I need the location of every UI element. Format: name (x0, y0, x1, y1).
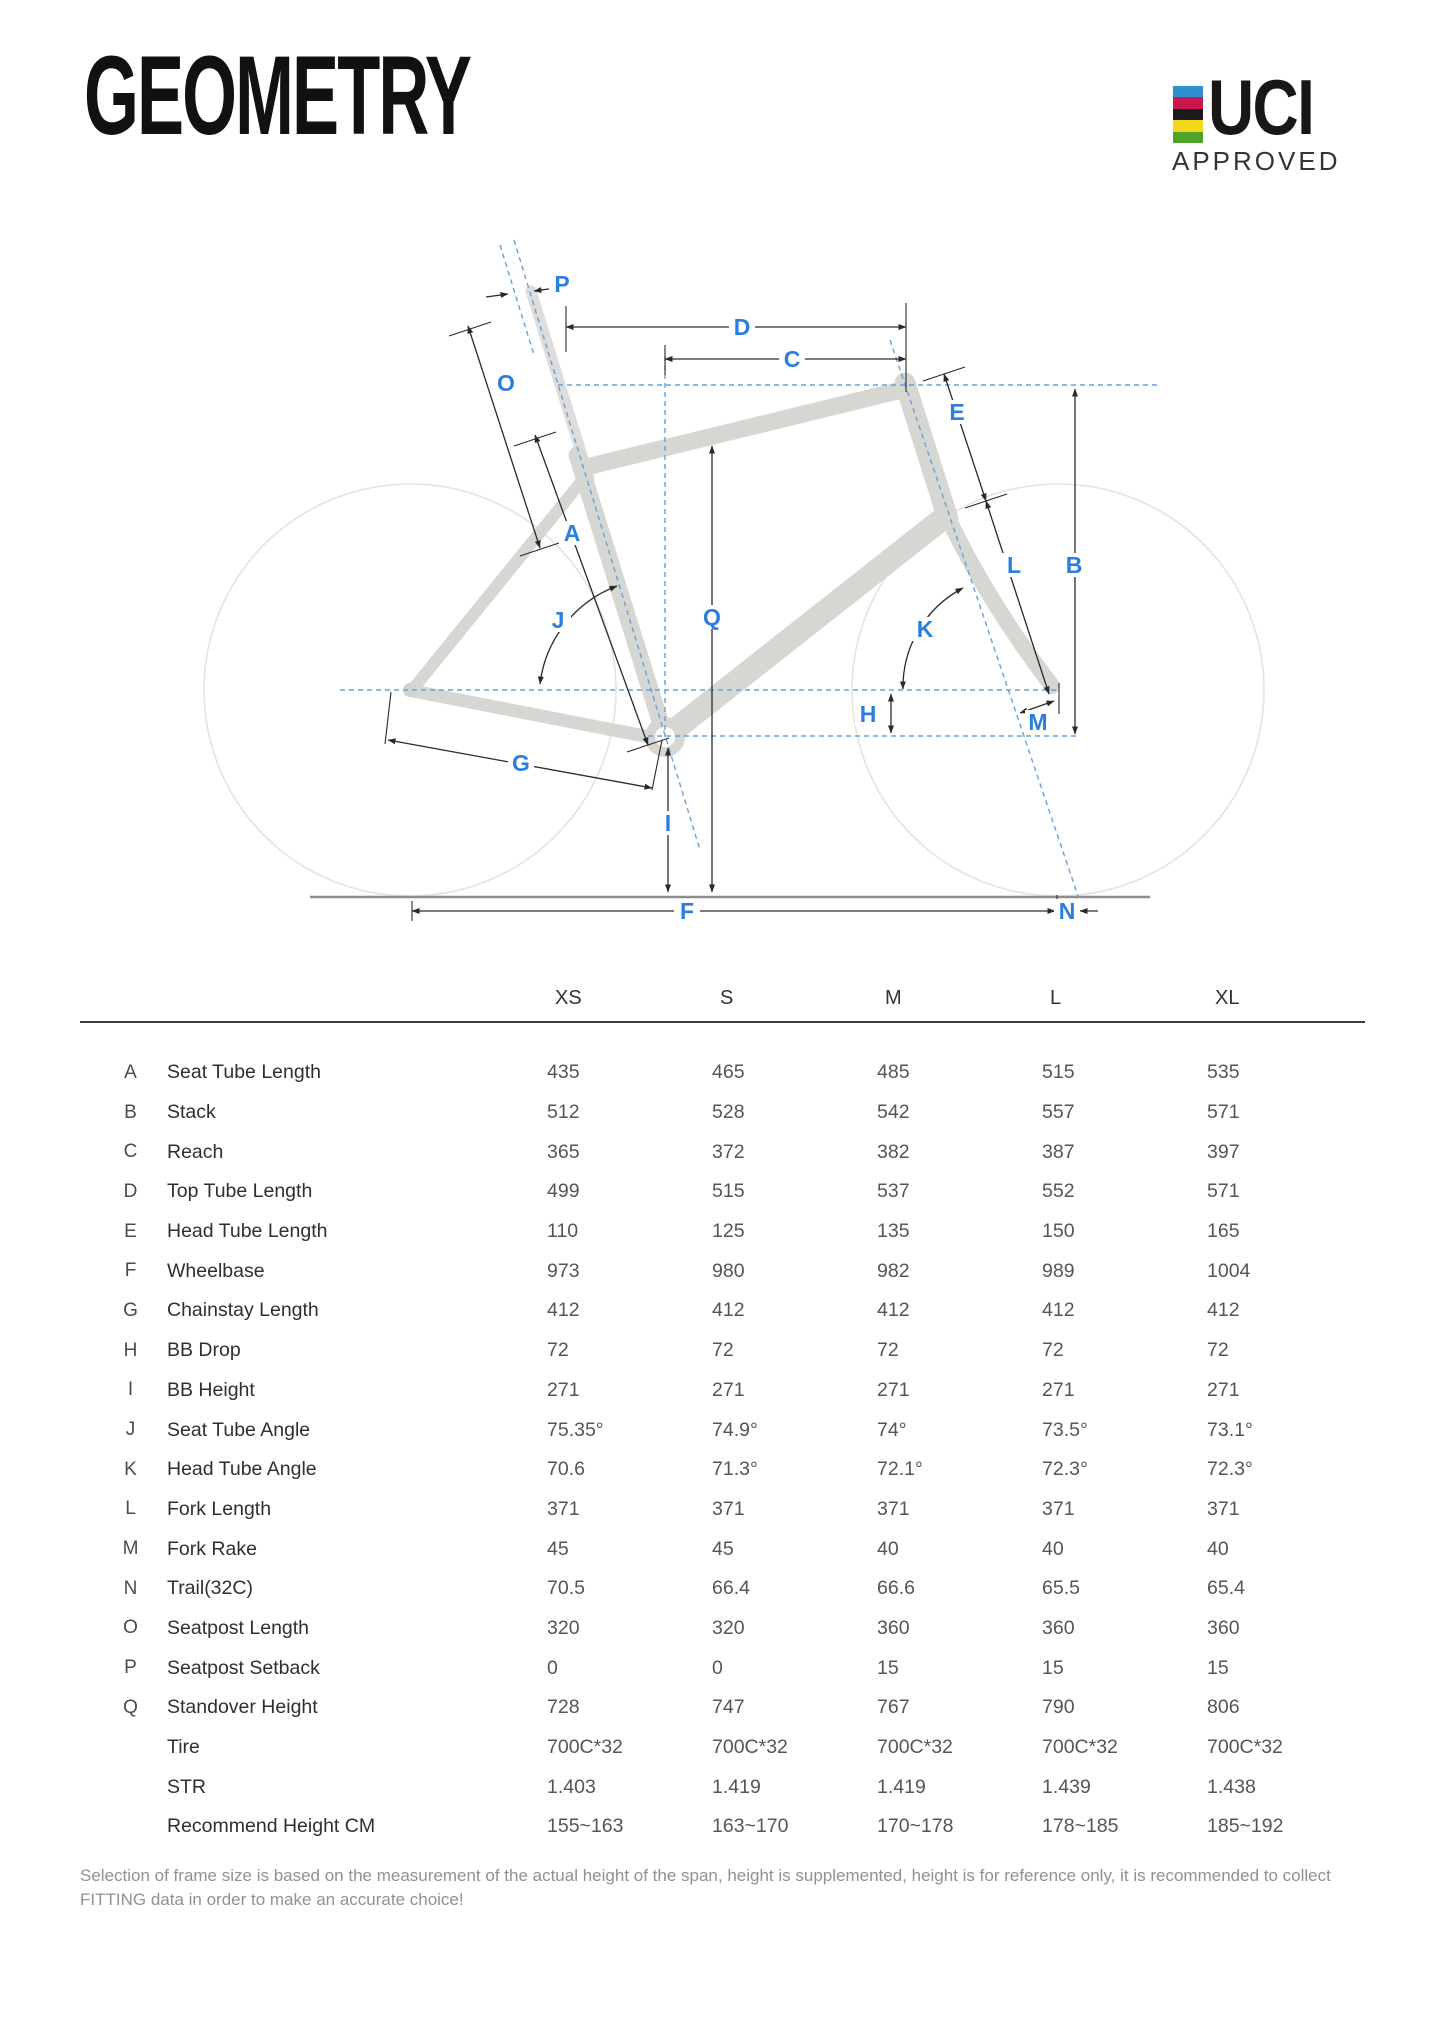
row-value: 980 (712, 1259, 745, 1282)
row-label: Top Tube Length (167, 1180, 313, 1203)
row-value: 73.1° (1207, 1418, 1253, 1441)
row-value: 387 (1042, 1140, 1075, 1163)
row-value: 178~185 (1042, 1815, 1119, 1838)
row-letter: B (124, 1101, 137, 1123)
row-value: 150 (1042, 1220, 1075, 1243)
row-letter: J (125, 1419, 136, 1441)
size-column-header: M (885, 986, 902, 1009)
row-value: 40 (877, 1537, 899, 1560)
table-header-rule (80, 1021, 1365, 1023)
row-value: 271 (712, 1378, 745, 1401)
row-label: Stack (167, 1101, 216, 1124)
row-value: 45 (547, 1537, 569, 1560)
row-label: Standover Height (167, 1696, 318, 1719)
row-value: 71.3° (712, 1458, 758, 1481)
row-label: Head Tube Angle (167, 1458, 317, 1481)
label-reach: C (783, 346, 801, 372)
row-label: BB Drop (167, 1339, 241, 1362)
row-value: 700C*32 (877, 1736, 953, 1759)
row-value: 155~163 (547, 1815, 624, 1838)
row-value: 412 (877, 1299, 910, 1322)
row-value: 320 (547, 1616, 580, 1639)
label-trail: N (1058, 898, 1076, 924)
row-value: 360 (1042, 1616, 1075, 1639)
row-value: 65.4 (1207, 1577, 1245, 1600)
row-value: 271 (547, 1378, 580, 1401)
row-value: 1004 (1207, 1259, 1251, 1282)
geometry-table (80, 1053, 1380, 1847)
row-label: BB Height (167, 1378, 255, 1401)
row-value: 73.5° (1042, 1418, 1088, 1441)
row-value: 700C*32 (712, 1736, 788, 1759)
row-label: Seat Tube Length (167, 1061, 321, 1084)
table-row (80, 1172, 1380, 1212)
row-letter: F (124, 1260, 137, 1282)
row-value: 512 (547, 1101, 580, 1124)
size-column-header: L (1050, 986, 1062, 1009)
row-value: 542 (877, 1101, 910, 1124)
page-title: GEOMETRY (84, 33, 471, 158)
row-label: Seatpost Setback (167, 1656, 320, 1679)
row-value: 412 (1042, 1299, 1075, 1322)
uci-approved-text: APPROVED (1172, 146, 1341, 176)
row-value: 1.403 (547, 1775, 596, 1798)
table-row (80, 1767, 1380, 1807)
row-letter: L (125, 1498, 136, 1520)
row-value: 700C*32 (1207, 1736, 1283, 1759)
row-value: 365 (547, 1140, 580, 1163)
table-row (80, 1490, 1380, 1530)
row-value: 700C*32 (547, 1736, 623, 1759)
row-value: 72.1° (877, 1458, 923, 1481)
label-stack: B (1065, 552, 1083, 578)
row-value: 72 (1042, 1339, 1064, 1362)
row-value: 371 (547, 1497, 580, 1520)
label-head-tube-length: E (949, 399, 965, 425)
label-seat-tube-length: A (563, 520, 581, 546)
label-seatpost-length: O (497, 370, 515, 396)
row-value: 72 (712, 1339, 734, 1362)
row-label: Fork Rake (167, 1537, 257, 1560)
row-value: 1.419 (712, 1775, 761, 1798)
row-value: 74.9° (712, 1418, 758, 1441)
row-letter: C (123, 1141, 138, 1163)
row-value: 571 (1207, 1101, 1240, 1124)
table-row (80, 1807, 1380, 1847)
row-value: 360 (1207, 1616, 1240, 1639)
row-value: 700C*32 (1042, 1736, 1118, 1759)
row-letter: D (123, 1180, 138, 1202)
label-head-tube-angle: K (916, 616, 934, 642)
row-value: 557 (1042, 1101, 1075, 1124)
row-letter: N (123, 1577, 138, 1599)
row-value: 15 (1207, 1656, 1229, 1679)
row-value: 66.6 (877, 1577, 915, 1600)
row-value: 571 (1207, 1180, 1240, 1203)
row-value: 552 (1042, 1180, 1075, 1203)
label-standover-height: Q (703, 604, 721, 630)
row-letter: K (124, 1458, 137, 1480)
row-value: 499 (547, 1180, 580, 1203)
label-top-tube-length: D (733, 314, 751, 340)
label-seat-tube-angle: J (551, 607, 565, 633)
table-row (80, 1053, 1380, 1093)
row-label: Head Tube Length (167, 1220, 328, 1243)
row-value: 806 (1207, 1696, 1240, 1719)
row-value: 271 (1042, 1378, 1075, 1401)
table-row (80, 1371, 1380, 1411)
table-row (80, 1569, 1380, 1609)
row-value: 163~170 (712, 1815, 789, 1838)
row-value: 40 (1042, 1537, 1064, 1560)
row-value: 66.4 (712, 1577, 750, 1600)
row-label: Chainstay Length (167, 1299, 319, 1322)
label-bb-drop: H (859, 701, 877, 727)
label-fork-rake: M (1028, 709, 1048, 735)
row-value: 15 (877, 1656, 899, 1679)
row-label: Recommend Height CM (167, 1815, 376, 1838)
table-row (80, 1410, 1380, 1450)
frame-silhouette (403, 291, 1052, 757)
row-value: 790 (1042, 1696, 1075, 1719)
row-value: 485 (877, 1061, 910, 1084)
label-chainstay-length: G (512, 750, 530, 776)
label-bb-height: I (664, 810, 672, 836)
row-value: 371 (712, 1497, 745, 1520)
row-value: 271 (877, 1378, 910, 1401)
row-value: 135 (877, 1220, 910, 1243)
row-value: 125 (712, 1220, 745, 1243)
row-value: 70.5 (547, 1577, 585, 1600)
row-value: 465 (712, 1061, 745, 1084)
table-row (80, 1291, 1380, 1331)
row-value: 15 (1042, 1656, 1064, 1679)
row-value: 412 (1207, 1299, 1240, 1322)
row-value: 45 (712, 1537, 734, 1560)
table-row (80, 1212, 1380, 1252)
row-value: 72 (547, 1339, 569, 1362)
row-value: 72 (877, 1339, 899, 1362)
row-label: Tire (167, 1736, 200, 1759)
row-value: 1.419 (877, 1775, 926, 1798)
table-row (80, 1132, 1380, 1172)
row-value: 110 (547, 1220, 579, 1243)
table-row (80, 1093, 1380, 1133)
row-value: 72.3° (1207, 1458, 1253, 1481)
table-row (80, 1529, 1380, 1569)
size-column-header: S (720, 986, 734, 1009)
row-letter: A (124, 1061, 137, 1083)
size-header-row (80, 976, 1380, 1020)
row-label: STR (167, 1775, 206, 1798)
row-letter: H (123, 1339, 138, 1361)
row-value: 72 (1207, 1339, 1229, 1362)
table-row (80, 1648, 1380, 1688)
row-value: 371 (877, 1497, 910, 1520)
row-letter: E (124, 1220, 137, 1242)
row-value: 75.35° (547, 1418, 604, 1441)
row-value: 767 (877, 1696, 910, 1719)
row-value: 372 (712, 1140, 745, 1163)
row-letter: M (122, 1538, 139, 1560)
row-value: 747 (712, 1696, 745, 1719)
table-row (80, 1728, 1380, 1768)
row-value: 515 (712, 1180, 745, 1203)
row-value: 65.5 (1042, 1577, 1080, 1600)
row-label: Fork Length (167, 1497, 272, 1520)
row-value: 185~192 (1207, 1815, 1284, 1838)
row-value: 320 (712, 1616, 745, 1639)
size-column-header: XS (555, 986, 582, 1009)
row-label: Trail(32C) (167, 1577, 253, 1600)
row-value: 728 (547, 1696, 580, 1719)
row-value: 70.6 (547, 1458, 585, 1481)
row-value: 537 (877, 1180, 910, 1203)
row-value: 72.3° (1042, 1458, 1088, 1481)
footnote-text: Selection of frame size is based on the measurement of the actual height of the span, height is supplemented, height is for reference only, it is recommended to collect FITTING data in order to make an accurate choice! (80, 1866, 1331, 1910)
uci-wordmark: UCI (1208, 63, 1314, 151)
row-value: 271 (1207, 1378, 1240, 1401)
table-row (80, 1688, 1380, 1728)
row-label: Wheelbase (167, 1259, 265, 1282)
table-row (80, 1331, 1380, 1371)
row-value: 535 (1207, 1061, 1240, 1084)
row-value: 989 (1042, 1259, 1075, 1282)
row-value: 982 (877, 1259, 910, 1282)
row-value: 360 (877, 1616, 910, 1639)
row-value: 0 (712, 1656, 723, 1679)
row-value: 0 (547, 1656, 558, 1679)
row-value: 528 (712, 1101, 745, 1124)
row-value: 165 (1207, 1220, 1240, 1243)
table-row (80, 1450, 1380, 1490)
label-fork-length: L (1006, 552, 1022, 578)
row-label: Seat Tube Angle (167, 1418, 311, 1441)
row-value: 40 (1207, 1537, 1229, 1560)
table-row (80, 1609, 1380, 1649)
row-label: Seatpost Length (167, 1616, 310, 1639)
row-value: 382 (877, 1140, 910, 1163)
label-wheelbase: F (679, 898, 695, 924)
row-value: 435 (547, 1061, 580, 1084)
size-column-header: XL (1215, 986, 1240, 1009)
bike-geometry-diagram (0, 0, 1445, 960)
row-letter: O (123, 1617, 138, 1639)
row-value: 397 (1207, 1140, 1240, 1163)
row-value: 371 (1207, 1497, 1240, 1520)
row-letter: G (123, 1299, 138, 1321)
table-row (80, 1251, 1380, 1291)
row-value: 371 (1042, 1497, 1075, 1520)
label-seatpost-setback: P (554, 271, 570, 297)
row-value: 1.438 (1207, 1775, 1256, 1798)
row-value: 515 (1042, 1061, 1075, 1084)
row-letter: Q (123, 1696, 138, 1718)
row-value: 412 (712, 1299, 745, 1322)
row-value: 1.439 (1042, 1775, 1091, 1798)
row-value: 74° (877, 1418, 907, 1441)
row-value: 412 (547, 1299, 580, 1322)
row-value: 170~178 (877, 1815, 954, 1838)
row-letter: P (124, 1657, 137, 1679)
row-label: Reach (167, 1140, 224, 1163)
row-value: 973 (547, 1259, 580, 1282)
row-letter: I (127, 1379, 134, 1401)
